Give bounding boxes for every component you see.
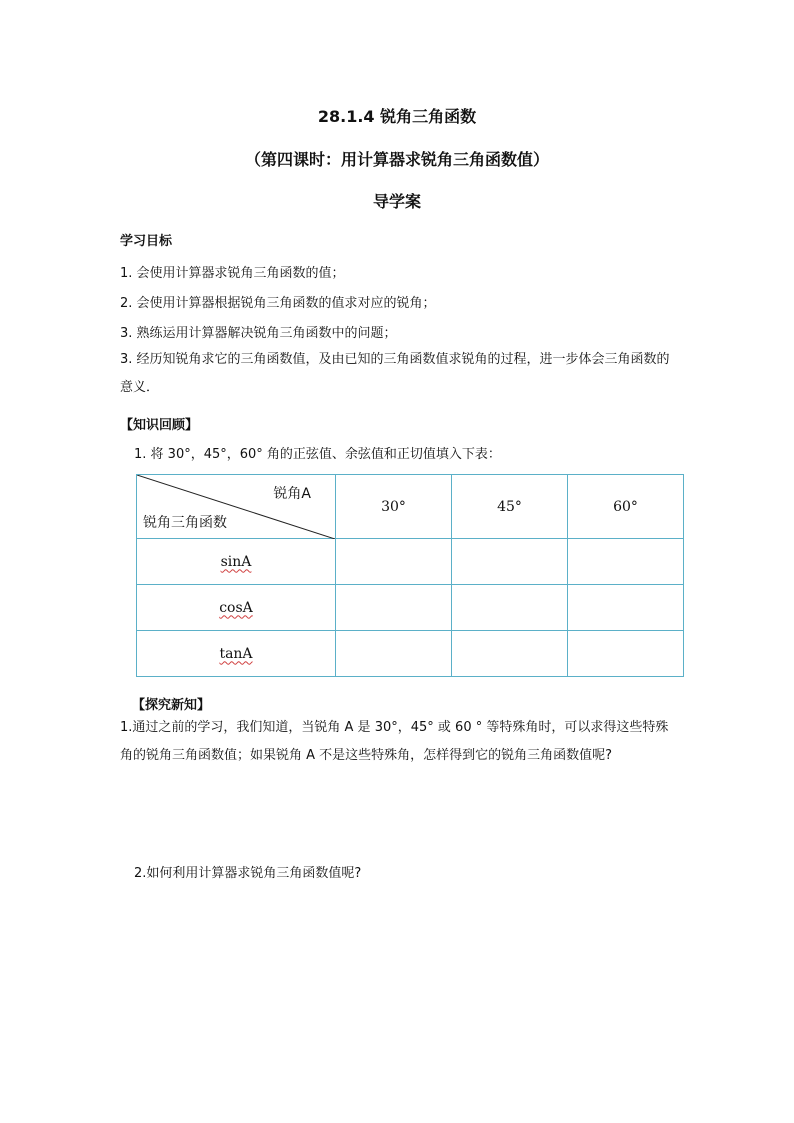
answer-cell[interactable]	[568, 585, 684, 631]
document-type: 导学案	[372, 192, 421, 211]
answer-cell[interactable]	[452, 631, 568, 677]
answer-cell[interactable]	[568, 631, 684, 677]
column-header: 30°	[336, 475, 452, 539]
row-header	[137, 631, 336, 677]
answer-cell[interactable]	[452, 585, 568, 631]
explore-question-2: 2.如何利用计算器求锐角三角函数值呢?	[134, 866, 362, 881]
table-row	[137, 539, 684, 585]
objectives-heading: 学习目标	[120, 234, 173, 249]
table-corner-cell	[137, 475, 336, 539]
table-row	[137, 585, 684, 631]
answer-cell[interactable]	[336, 631, 452, 677]
explore-heading: 【探究新知】	[132, 698, 211, 713]
objective-item: 2. 会使用计算器根据锐角三角函数的值求对应的锐角；	[120, 296, 436, 311]
column-header: 60°	[568, 475, 684, 539]
objective-item: 1. 会使用计算器求锐角三角函数的值；	[120, 266, 345, 281]
objective-item: 3. 经历知锐角求它的三角函数值，及由已知的三角函数值求锐角的过程，进一步体会三角函数的意义．	[120, 352, 670, 395]
row-header	[137, 585, 336, 631]
corner-bottom-label: 锐角三角函数	[143, 515, 227, 531]
lesson-title: 28.1.4 锐角三角函数	[317, 107, 477, 126]
answer-cell[interactable]	[336, 539, 452, 585]
row-label: sinA	[220, 553, 252, 570]
trig-values-table	[136, 474, 684, 677]
table-row	[137, 631, 684, 677]
column-header: 45°	[452, 475, 568, 539]
objective-item: 3. 熟练运用计算器解决锐角三角函数中的问题；	[120, 326, 397, 341]
row-label: cosA	[219, 599, 253, 616]
answer-cell[interactable]	[568, 539, 684, 585]
answer-cell[interactable]	[336, 585, 452, 631]
row-label: tanA	[219, 645, 253, 662]
answer-cell[interactable]	[452, 539, 568, 585]
explore-question-1: 1.通过之前的学习，我们知道，当锐角 A 是 30°，45° 或 60 ° 等特殊角时，可以求得这些特殊角的锐角三角函数值；如果锐角 A 不是这些特殊角，怎样得到它的锐角三角函数值呢?	[120, 720, 669, 763]
review-question: 1. 将 30°，45°，60° 角的正弦值、余弦值和正切值填入下表：	[134, 447, 501, 462]
review-heading: 【知识回顾】	[120, 418, 199, 433]
corner-top-label: 锐角A	[273, 486, 311, 502]
lesson-subtitle: （第四课时：用计算器求锐角三角函数值）	[244, 150, 549, 169]
row-header	[137, 539, 336, 585]
